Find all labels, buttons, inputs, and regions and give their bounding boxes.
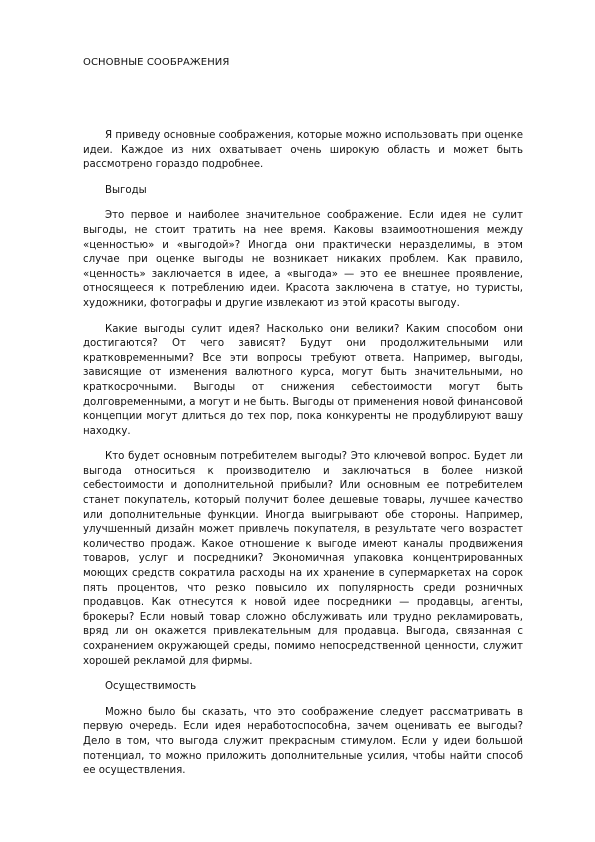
paragraph: Какие выгоды сулит идея? Насколько они велики? Каким способом они достигаются? От чего зависят? Будут они продолжительными или кратковременными? Все эти вопросы требуют ответа. Например, выгоды, зависящие от изменения валютного курса, могут быть значительными, но краткосрочными. Выгоды от снижения себестоимости могут быть долговременными, а могут и не быть. Выгоды от применения новой финансовой концепции могут длиться до тех пор, пока конкуренты не продублируют вашу находку.	[83, 323, 523, 437]
paragraph: Это первое и наиболее значительное соображение. Если идея не сулит выгоды, не стоит тратить на нее время. Каковы взаимоотношения между «ценностью» и «выгодой»? Иногда они практически неразделимы, в этом случае при оценке выгоды не возникает никаких проблем. Как правило, «ценность» заключается в идее, а «выгода» — это ее внешнее проявление, относящееся к потреблению идеи. Красота заключена в статуе, но туристы, художники, фотографы и другие извлекают из этой красоты выгоду.	[83, 210, 523, 309]
intro-paragraph: Я приведу основные соображения, которые можно использовать при оценке идеи. Каждое из них охватывает очень широкую область и может быть рассмотрено гораздо подробнее.	[83, 130, 523, 171]
document-title: ОСНОВНЫЕ СООБРАЖЕНИЯ	[83, 57, 230, 68]
section-heading-feasibility: Осуществимость	[105, 681, 197, 693]
paragraph: Можно было бы сказать, что это соображение следует рассматривать в первую очередь. Если идея неработоспособна, зачем оценивать ее выгоды? Дело в том, что выгода служит прекрасным стимулом. Если у идеи большой потенциал, то можно приложить дополнительные усилия, чтобы найти способ ее осуществления.	[83, 706, 523, 777]
paragraph: Кто будет основным потребителем выгоды? Это ключевой вопрос. Будет ли выгода относиться к производителю и заключаться в более низкой себестоимости и дополнительной прибыли? Или основным ее потребителем станет покупатель, который получит более дешевые товары, лучшее качество или дополнительные функции. Иногда выигрывают обе стороны. Например, улучшенный дизайн может привлечь покупателя, в результате чего возрастет количество продаж. Какое отношение к выгоде имеют каналы продвижения товаров, услуг и посредники? Экономичная упаковка концентрированных моющих средств сократила расходы на их хранение в супермаркетах на сорок пять процентов, что резко повысило их популярность среди розничных продавцов. Как отнесутся к новой идее посредники — продавцы, агенты, брокеры? Если новый товар сложно обслуживать или трудно рекламировать, вряд ли он окажется привлекательным для продавца. Выгода, связанная с сохранением окружающей среды, помимо непосредственной ценности, служит хорошей рекламой для фирмы.	[83, 451, 523, 667]
section-heading-benefits: Выгоды	[105, 184, 147, 196]
document-body	[83, 129, 523, 790]
